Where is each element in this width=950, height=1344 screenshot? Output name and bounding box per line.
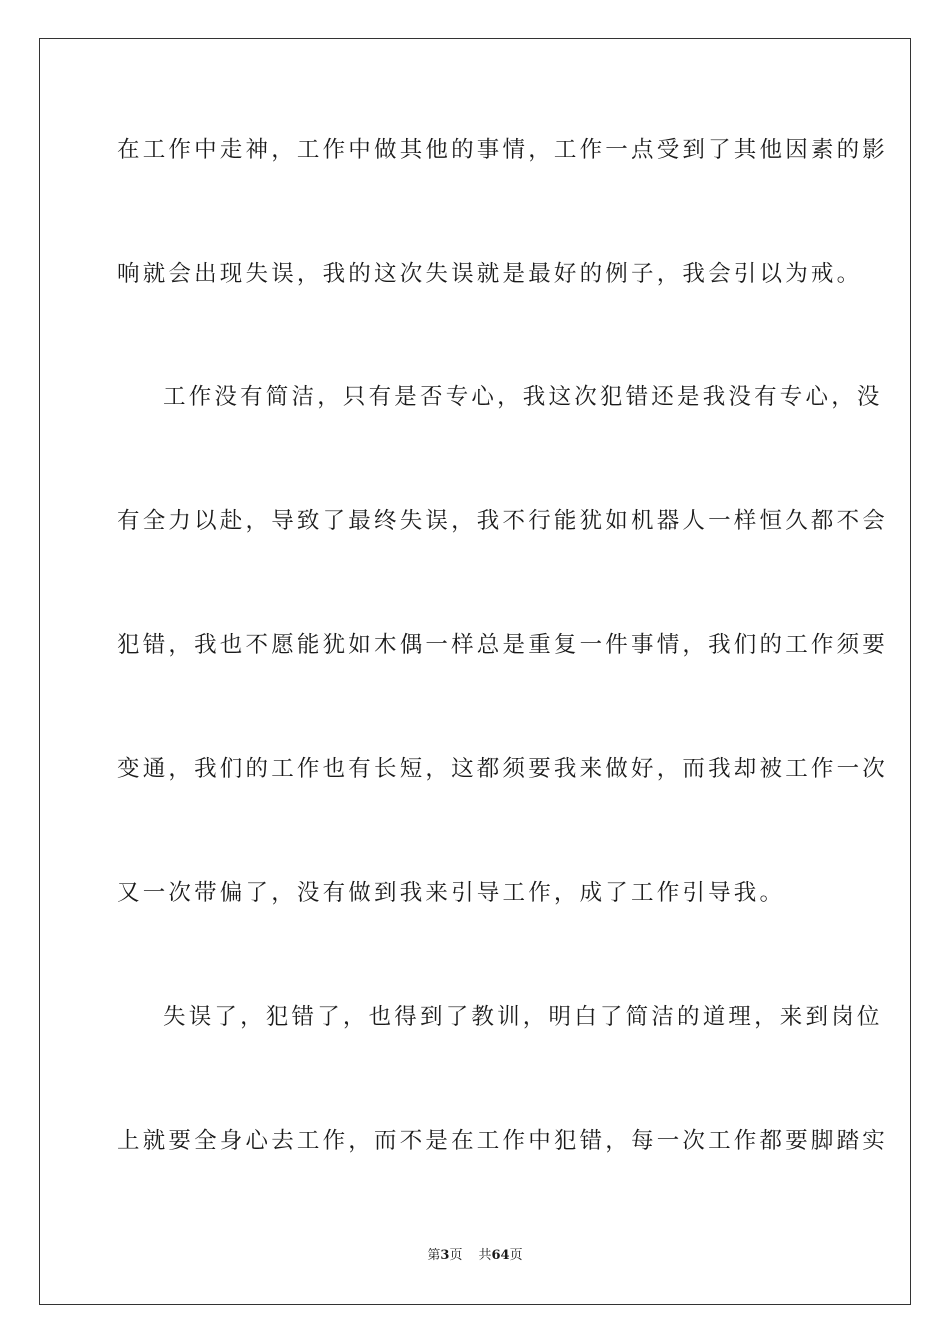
total-prefix: 共	[478, 1248, 492, 1263]
paragraph-line: 失误了，犯错了，也得到了教训，明白了简洁的道理，来到岗位	[163, 1004, 883, 1030]
page-suffix: 页	[449, 1248, 463, 1263]
paragraph-line: 又一次带偏了，没有做到我来引导工作，成了工作引导我。	[117, 880, 786, 906]
paragraph-line: 变通，我们的工作也有长短，这都须要我来做好，而我却被工作一次	[117, 756, 889, 782]
paragraph-line: 工作没有简洁，只有是否专心，我这次犯错还是我没有专心，没	[163, 384, 883, 410]
page-footer	[0, 1246, 950, 1266]
paragraph-line: 有全力以赴，导致了最终失误，我不行能犹如机器人一样恒久都不会	[117, 508, 889, 534]
paragraph-line: 犯错，我也不愿能犹如木偶一样总是重复一件事情，我们的工作须要	[117, 632, 889, 658]
paragraph-line: 响就会出现失误，我的这次失误就是最好的例子，我会引以为戒。	[117, 261, 863, 287]
page-border	[39, 38, 911, 1305]
paragraph-line: 上就要全身心去工作，而不是在工作中犯错，每一次工作都要脚踏实	[117, 1128, 889, 1154]
total-suffix: 页	[509, 1248, 523, 1263]
paragraph-line: 在工作中走神，工作中做其他的事情，工作一点受到了其他因素的影	[117, 137, 889, 163]
page-number: 3	[440, 1248, 450, 1263]
page-prefix: 第	[427, 1248, 441, 1263]
total-pages: 64	[491, 1248, 510, 1263]
